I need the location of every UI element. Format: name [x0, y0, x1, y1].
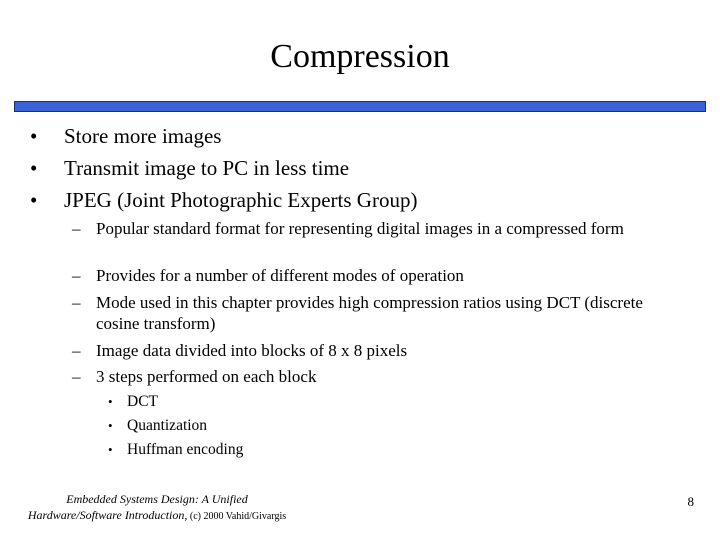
sub-bullet-item: [72, 265, 692, 286]
dash-marker: –: [72, 219, 81, 238]
sub-sub-bullet-text: DCT: [127, 393, 158, 410]
bullet-marker: •: [30, 124, 38, 148]
bullet-marker: •: [108, 394, 113, 409]
footer-line-2-italic: Hardware/Software Introduction,: [27, 508, 188, 522]
bullet-text: Transmit image to PC in less time: [64, 156, 350, 180]
sub-bullet-text: 3 steps performed on each block: [96, 367, 317, 386]
slide-title: Compression: [270, 38, 450, 75]
bullet-text: Store more images: [64, 124, 222, 148]
sub-bullet-text: Popular standard format for representing digital images in a compressed form: [96, 219, 624, 238]
sub-bullet-item: [72, 340, 692, 361]
footer-line-2: [22, 507, 292, 525]
sub-bullet-text: Provides for a number of different modes of operation: [96, 266, 464, 285]
sub-sub-bullet-text: Quantization: [127, 417, 208, 434]
bullet-marker: •: [30, 156, 38, 180]
bullet-text: JPEG (Joint Photographic Experts Group): [64, 188, 418, 212]
bullet-marker: •: [30, 188, 38, 212]
page-number: 8: [687, 494, 694, 509]
footer-line-1: Embedded Systems Design: A Unified: [66, 492, 248, 506]
title-underline-bar: [14, 101, 706, 112]
dash-marker: –: [72, 367, 81, 386]
sub-bullet-item: [72, 366, 692, 387]
sub-bullet-item: [72, 218, 672, 239]
dash-marker: –: [72, 266, 81, 285]
sub-sub-bullet-text: Huffman encoding: [127, 441, 244, 458]
sub-bullet-text: Mode used in this chapter provides high compression ratios using DCT (discrete cosine transform): [96, 293, 643, 333]
bullet-marker: •: [108, 418, 113, 433]
sub-bullet-item: [72, 292, 667, 334]
dash-marker: –: [72, 341, 81, 360]
footer-citation: [22, 491, 292, 525]
dash-marker: –: [72, 293, 81, 312]
footer-line-2-rest: (c) 2000 Vahid/Givargis: [187, 511, 287, 522]
bullet-marker: •: [108, 442, 113, 457]
sub-bullet-text: Image data divided into blocks of 8 x 8 pixels: [96, 341, 408, 360]
